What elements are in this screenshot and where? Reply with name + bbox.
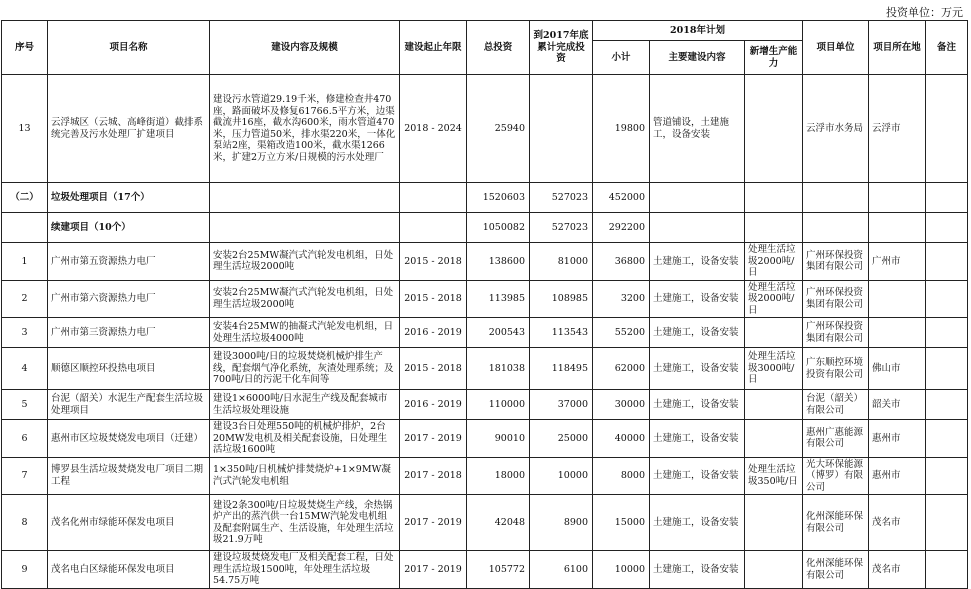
cell-period: 2017 - 2019 <box>400 420 467 458</box>
header-plan2018: 2018年计划 <box>593 21 803 41</box>
cell-org: 广东顺控环境投资有限公司 <box>803 348 869 390</box>
cell-completed: 527023 <box>530 183 593 213</box>
cell-name: 广州市第六资源热力电厂 <box>48 280 210 318</box>
cell-main: 土建施工，设备安装 <box>650 348 745 390</box>
cell-main: 土建施工，设备安装 <box>650 551 745 589</box>
cell-loc: 云浮市 <box>869 75 926 183</box>
header-subtotal: 小计 <box>593 41 650 75</box>
cell-total: 90010 <box>467 420 530 458</box>
cell-completed: 527023 <box>530 213 593 243</box>
cell-main: 土建施工，设备安装 <box>650 495 745 551</box>
cell-completed: 37000 <box>530 390 593 420</box>
cell-total: 138600 <box>467 243 530 281</box>
cell-capacity <box>745 75 803 183</box>
cell-name: 垃圾处理项目（17个） <box>48 183 210 213</box>
table-row <box>2 183 968 213</box>
cell-completed: 6100 <box>530 551 593 589</box>
cell-main: 管道铺设，土建施工，设备安装 <box>650 75 745 183</box>
cell-no: 6 <box>2 420 48 458</box>
cell-name: 云浮城区（云城、高峰街道）截排系统完善及污水处理厂扩建项目 <box>48 75 210 183</box>
header-note: 备注 <box>926 21 968 75</box>
cell-loc <box>869 318 926 348</box>
table-row <box>2 213 968 243</box>
cell-capacity <box>745 390 803 420</box>
cell-loc: 佛山市 <box>869 348 926 390</box>
cell-content: 安装4台25MW的抽凝式汽轮发电机组，日处理生活垃圾4000吨 <box>210 318 400 348</box>
cell-loc <box>869 280 926 318</box>
cell-org: 云浮市水务局 <box>803 75 869 183</box>
cell-note <box>926 551 968 589</box>
cell-period: 2017 - 2018 <box>400 457 467 495</box>
cell-subtotal: 15000 <box>593 495 650 551</box>
cell-no: 9 <box>2 551 48 589</box>
cell-capacity <box>745 183 803 213</box>
cell-capacity <box>745 495 803 551</box>
cell-loc: 茂名市 <box>869 495 926 551</box>
cell-capacity: 处理生活垃圾2000吨/日 <box>745 243 803 281</box>
cell-completed: 81000 <box>530 243 593 281</box>
cell-capacity <box>745 420 803 458</box>
header-main-content: 主要建设内容 <box>650 41 745 75</box>
cell-org: 台泥（韶关）有限公司 <box>803 390 869 420</box>
cell-main: 土建施工，设备安装 <box>650 390 745 420</box>
header-period: 建设起止年限 <box>400 21 467 75</box>
cell-note <box>926 348 968 390</box>
header-completed: 到2017年底累计完成投资 <box>530 21 593 75</box>
table-row <box>2 457 968 495</box>
cell-period <box>400 183 467 213</box>
cell-loc: 惠州市 <box>869 457 926 495</box>
cell-subtotal: 19800 <box>593 75 650 183</box>
cell-completed: 10000 <box>530 457 593 495</box>
cell-note <box>926 75 968 183</box>
cell-loc: 广州市 <box>869 243 926 281</box>
header-unit-org: 项目单位 <box>803 21 869 75</box>
cell-name: 惠州市区垃圾焚烧发电项目（迁建） <box>48 420 210 458</box>
table-row <box>2 390 968 420</box>
cell-org <box>803 213 869 243</box>
header-content: 建设内容及规模 <box>210 21 400 75</box>
cell-org: 化州深能环保有限公司 <box>803 551 869 589</box>
cell-completed <box>530 75 593 183</box>
table-body <box>2 75 968 589</box>
cell-period: 2015 - 2018 <box>400 243 467 281</box>
cell-note <box>926 318 968 348</box>
cell-note <box>926 243 968 281</box>
table-row <box>2 318 968 348</box>
cell-total: 1520603 <box>467 183 530 213</box>
cell-subtotal: 40000 <box>593 420 650 458</box>
cell-name: 茂名化州市绿能环保发电项目 <box>48 495 210 551</box>
cell-subtotal: 8000 <box>593 457 650 495</box>
cell-note <box>926 213 968 243</box>
cell-main: 土建施工，设备安装 <box>650 457 745 495</box>
table-row <box>2 280 968 318</box>
cell-loc: 惠州市 <box>869 420 926 458</box>
cell-loc <box>869 183 926 213</box>
investment-unit-label: 投资单位：万元 <box>886 6 963 19</box>
cell-period: 2016 - 2019 <box>400 390 467 420</box>
cell-note <box>926 457 968 495</box>
cell-subtotal: 55200 <box>593 318 650 348</box>
cell-no: 8 <box>2 495 48 551</box>
cell-no: （二） <box>2 183 48 213</box>
table-row <box>2 348 968 390</box>
cell-org <box>803 183 869 213</box>
cell-completed: 118495 <box>530 348 593 390</box>
cell-content <box>210 183 400 213</box>
table-row <box>2 495 968 551</box>
cell-total: 18000 <box>467 457 530 495</box>
cell-note <box>926 183 968 213</box>
cell-org: 惠州广惠能源有限公司 <box>803 420 869 458</box>
header-new-capacity: 新增生产能力 <box>745 41 803 75</box>
cell-subtotal: 3200 <box>593 280 650 318</box>
cell-subtotal: 62000 <box>593 348 650 390</box>
cell-subtotal: 452000 <box>593 183 650 213</box>
cell-note <box>926 280 968 318</box>
cell-name: 续建项目（10个） <box>48 213 210 243</box>
cell-org: 广州环保投资集团有限公司 <box>803 243 869 281</box>
cell-org: 化州深能环保有限公司 <box>803 495 869 551</box>
cell-name: 顺德区顺控环投热电项目 <box>48 348 210 390</box>
cell-capacity: 处理生活垃圾350吨/日 <box>745 457 803 495</box>
cell-capacity: 处理生活垃圾3000吨/日 <box>745 348 803 390</box>
table-row <box>2 75 968 183</box>
cell-subtotal: 10000 <box>593 551 650 589</box>
cell-main: 土建施工，设备安装 <box>650 280 745 318</box>
cell-no <box>2 213 48 243</box>
cell-content: 建设污水管道29.19千米，修建检查井470座，路面破坏及修复61766.5平方米，边渠截流井16座，截水沟600米，雨水管道470米，压力管道50米，排水渠220米，一体化泵站2座，渠箱改造100米，截水渠1266米，扩建2万立方米/日规模的污水处理厂 <box>210 75 400 183</box>
cell-total: 181038 <box>467 348 530 390</box>
cell-no: 5 <box>2 390 48 420</box>
cell-total: 25940 <box>467 75 530 183</box>
table-row <box>2 243 968 281</box>
cell-period: 2016 - 2019 <box>400 318 467 348</box>
cell-content: 建设2条300吨/日垃圾焚烧生产线，余热锅炉产出的蒸汽供一台15MW汽轮发电机组及配套附属生产、生活设施，年处理生活垃圾21.9万吨 <box>210 495 400 551</box>
cell-no: 1 <box>2 243 48 281</box>
cell-note <box>926 390 968 420</box>
cell-main: 土建施工，设备安装 <box>650 318 745 348</box>
investment-projects-table <box>1 20 968 589</box>
cell-name: 茂名电白区绿能环保发电项目 <box>48 551 210 589</box>
cell-content: 安装2台25MW凝汽式汽轮发电机组，日处理生活垃圾2000吨 <box>210 280 400 318</box>
cell-total: 42048 <box>467 495 530 551</box>
cell-total: 113985 <box>467 280 530 318</box>
cell-capacity: 处理生活垃圾2000吨/日 <box>745 280 803 318</box>
cell-note <box>926 420 968 458</box>
cell-completed: 8900 <box>530 495 593 551</box>
cell-name: 台泥（韶关）水泥生产配套生活垃圾处理项目 <box>48 390 210 420</box>
cell-name: 广州市第五资源热力电厂 <box>48 243 210 281</box>
cell-no: 13 <box>2 75 48 183</box>
cell-name: 广州市第三资源热力电厂 <box>48 318 210 348</box>
cell-main: 土建施工，设备安装 <box>650 420 745 458</box>
cell-main <box>650 183 745 213</box>
table-row <box>2 551 968 589</box>
cell-content: 1×350吨/日机械炉排焚烧炉+1×9MW凝汽式汽轮发电机组 <box>210 457 400 495</box>
cell-completed: 113543 <box>530 318 593 348</box>
cell-note <box>926 495 968 551</box>
cell-total: 1050082 <box>467 213 530 243</box>
cell-main: 土建施工，设备安装 <box>650 243 745 281</box>
cell-subtotal: 292200 <box>593 213 650 243</box>
cell-content: 建设3000吨/日的垃圾焚烧机械炉排生产线，配套烟气净化系统，灰渣处理系统；及700吨/日的污泥干化车间等 <box>210 348 400 390</box>
cell-subtotal: 30000 <box>593 390 650 420</box>
header-location: 项目所在地 <box>869 21 926 75</box>
cell-capacity <box>745 551 803 589</box>
cell-loc: 韶关市 <box>869 390 926 420</box>
cell-org: 光大环保能源（博罗）有限公司 <box>803 457 869 495</box>
cell-no: 7 <box>2 457 48 495</box>
cell-period: 2017 - 2019 <box>400 495 467 551</box>
cell-no: 4 <box>2 348 48 390</box>
cell-completed: 25000 <box>530 420 593 458</box>
cell-loc: 茂名市 <box>869 551 926 589</box>
cell-content: 建设1×6000吨/日水泥生产线及配套城市生活垃圾处理设施 <box>210 390 400 420</box>
cell-period <box>400 213 467 243</box>
cell-completed: 108985 <box>530 280 593 318</box>
cell-content: 安装2台25MW凝汽式汽轮发电机组，日处理生活垃圾2000吨 <box>210 243 400 281</box>
header-total: 总投资 <box>467 21 530 75</box>
header-no: 序号 <box>2 21 48 75</box>
cell-capacity <box>745 213 803 243</box>
cell-total: 200543 <box>467 318 530 348</box>
cell-period: 2018 - 2024 <box>400 75 467 183</box>
cell-loc <box>869 213 926 243</box>
cell-content <box>210 213 400 243</box>
cell-no: 2 <box>2 280 48 318</box>
cell-subtotal: 36800 <box>593 243 650 281</box>
cell-total: 105772 <box>467 551 530 589</box>
cell-content: 建设3台日处理550吨的机械炉排炉，2台20MW发电机及相关配套设施，日处理生活垃圾1600吨 <box>210 420 400 458</box>
cell-main <box>650 213 745 243</box>
header-name: 项目名称 <box>48 21 210 75</box>
cell-name: 博罗县生活垃圾焚烧发电厂项目二期工程 <box>48 457 210 495</box>
cell-content: 建设垃圾焚烧发电厂及相关配套工程，日处理生活垃圾1500吨，年处理生活垃圾54.75万吨 <box>210 551 400 589</box>
cell-capacity <box>745 318 803 348</box>
cell-period: 2015 - 2018 <box>400 348 467 390</box>
cell-no: 3 <box>2 318 48 348</box>
cell-org: 广州环保投资集团有限公司 <box>803 318 869 348</box>
cell-period: 2017 - 2019 <box>400 551 467 589</box>
table-row <box>2 420 968 458</box>
cell-total: 110000 <box>467 390 530 420</box>
cell-period: 2015 - 2018 <box>400 280 467 318</box>
cell-org: 广州环保投资集团有限公司 <box>803 280 869 318</box>
